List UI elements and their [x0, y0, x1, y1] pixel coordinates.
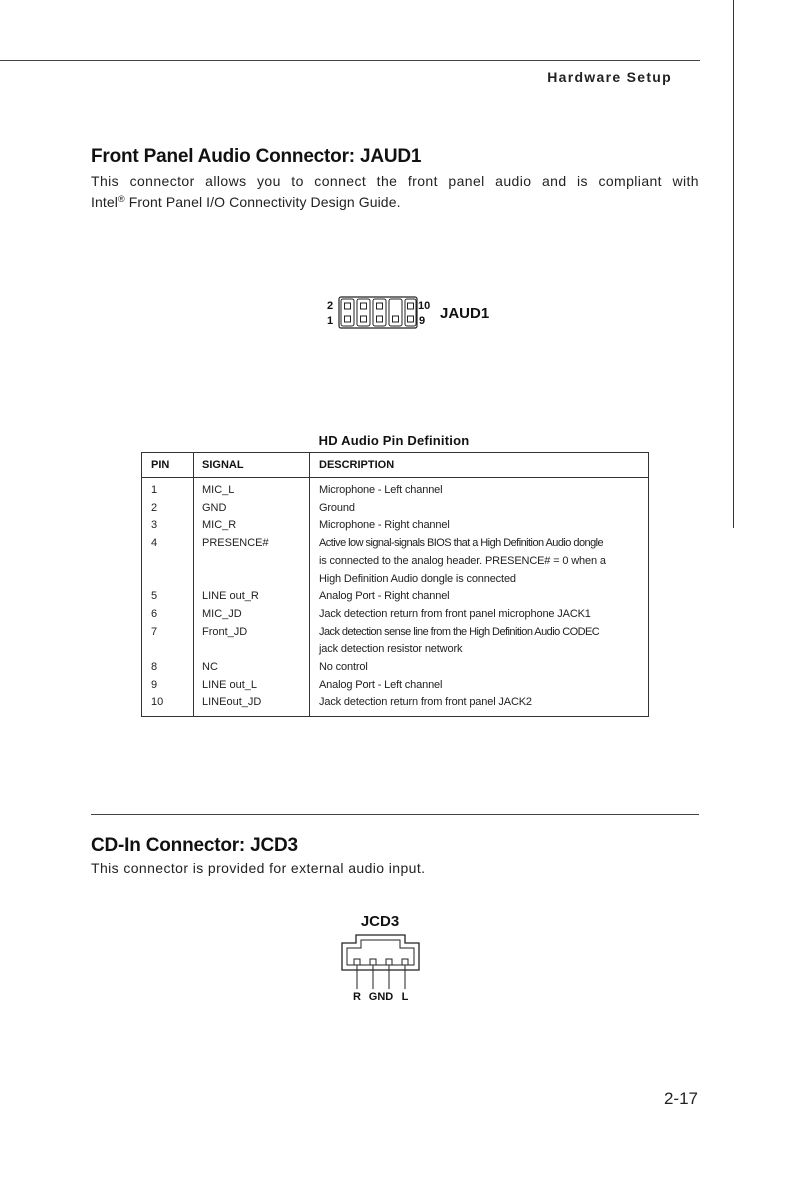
table-cell-description-cont: jack detection resistor network	[319, 643, 463, 656]
pin-table-caption: HD Audio Pin Definition	[318, 433, 470, 448]
header-description: DESCRIPTION	[319, 459, 395, 471]
table-cell-signal: LINEout_JD	[202, 696, 262, 709]
jcd3-connector-diagram	[330, 908, 440, 1008]
running-header: Hardware Setup	[547, 69, 672, 85]
table-cell-signal: PRESENCE#	[202, 537, 269, 550]
table-cell-description: Jack detection return from front panel microphone JACK1	[319, 607, 591, 620]
jaud1-section-title: Front Panel Audio Connector: JAUD1	[91, 146, 422, 167]
registered-mark: ®	[117, 194, 125, 204]
jaud1-intro-paragraph	[91, 171, 699, 213]
page-number: 2-17	[663, 1089, 698, 1108]
table-cell-pin: 9	[151, 678, 158, 691]
jaud1-pin10-label: 10	[418, 300, 431, 312]
header-pin: PIN	[151, 459, 170, 471]
jaud1-pin9-label: 9	[419, 315, 426, 327]
jcd3-pin-label-l: L	[401, 991, 409, 1003]
table-cell-description: Analog Port - Left channel	[319, 678, 443, 691]
table-cell-description: Jack detection return from front panel JACK2	[319, 696, 532, 709]
table-cell-signal: LINE out_R	[202, 590, 259, 603]
jaud1-intro-line2-text: Front Panel I/O Connectivity Design Guide.	[124, 194, 401, 210]
jaud1-pin1-label: 1	[327, 315, 334, 327]
header-signal: SIGNAL	[202, 459, 244, 471]
jcd3-pin-label-gnd: GND	[368, 991, 394, 1003]
table-cell-pin: 5	[151, 590, 158, 603]
table-cell-signal: MIC_JD	[202, 607, 242, 620]
table-column-separator	[193, 453, 194, 716]
table-cell-description: Jack detection sense line from the High Definition Audio CODEC	[319, 625, 600, 638]
pin-definition-table	[141, 452, 649, 717]
jcd3-connector-name: JCD3	[360, 913, 400, 930]
table-cell-pin: 2	[151, 501, 158, 514]
table-column-separator	[309, 453, 310, 716]
jaud1-pin2-label: 2	[327, 300, 334, 312]
table-cell-signal: NC	[202, 661, 218, 673]
jcd3-intro-paragraph: This connector is provided for external audio input.	[91, 860, 426, 876]
jcd3-section-title: CD-In Connector: JCD3	[91, 835, 298, 856]
table-cell-description-cont: is connected to the analog header. PRESENCE# = 0 when a	[319, 554, 606, 567]
jaud1-intro-line2	[91, 192, 699, 213]
table-cell-signal: MIC_R	[202, 519, 237, 532]
table-cell-pin: 1	[151, 484, 158, 496]
section-divider	[91, 814, 699, 815]
table-cell-pin: 7	[151, 625, 158, 638]
table-cell-signal: MIC_L	[202, 484, 235, 496]
header-rule	[0, 60, 700, 61]
table-cell-description: Analog Port - Right channel	[319, 590, 450, 603]
table-cell-pin: 8	[151, 661, 158, 673]
table-cell-pin: 3	[151, 519, 158, 532]
jaud1-connector-name: JAUD1	[440, 305, 490, 322]
jaud1-intro-line1: This connector allows you to connect the front panel audio and is compliant with	[91, 173, 699, 189]
table-cell-description-cont: High Definition Audio dongle is connected	[319, 572, 516, 585]
jcd3-pin-label-r: R	[353, 991, 361, 1003]
jaud1-connector-diagram	[320, 294, 500, 334]
table-cell-signal: Front_JD	[202, 625, 248, 638]
intel-brand: Intel	[91, 194, 118, 210]
page-edge-line	[733, 0, 734, 528]
table-cell-description: Microphone - Right channel	[319, 519, 450, 532]
table-cell-description: Active low signal-signals BIOS that a High Definition Audio dongle	[319, 537, 604, 550]
table-cell-signal: LINE out_L	[202, 678, 258, 691]
table-cell-description: Microphone - Left channel	[319, 484, 443, 496]
table-cell-signal: GND	[202, 501, 227, 514]
table-cell-pin: 10	[151, 696, 164, 709]
table-header-separator	[142, 477, 648, 478]
table-cell-pin: 6	[151, 607, 158, 620]
table-cell-description: No control	[319, 661, 368, 673]
table-cell-pin: 4	[151, 537, 158, 550]
table-cell-description: Ground	[319, 501, 355, 514]
